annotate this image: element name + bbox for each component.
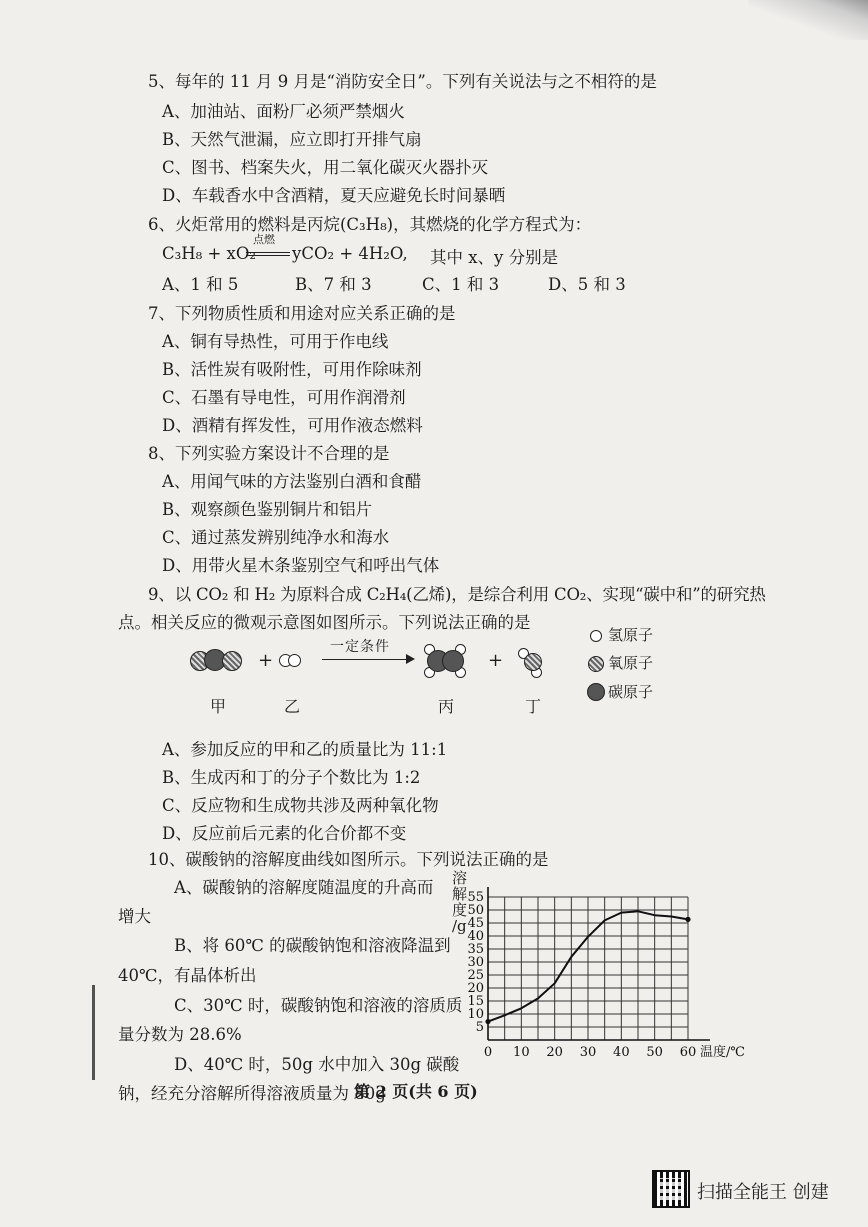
ylabel-char: 度 <box>452 901 468 919</box>
ylabel-char: 解 <box>452 885 468 903</box>
question-8-option-a: A、用闻气味的方法鉴别白酒和食醋 <box>162 472 422 491</box>
question-5-option-c: C、图书、档案失火，用二氧化碳灭火器扑灭 <box>162 158 489 177</box>
scanner-watermark: 扫描全能王 创建 <box>697 1182 829 1203</box>
y-tick-label: 50 <box>467 903 484 918</box>
question-7-option-b: B、活性炭有吸附性，可用作除味剂 <box>162 360 422 379</box>
equation-equals-sign <box>246 252 290 256</box>
question-6-equation-note: 其中 x、y 分别是 <box>430 248 559 267</box>
label-ding: 丁 <box>525 697 542 716</box>
question-5-option-a: A、加油站、面粉厂必须严禁烟火 <box>162 102 405 121</box>
plus-sign: + <box>258 650 274 671</box>
legend-hydrogen: 氢原子 <box>608 626 654 644</box>
question-8-option-d: D、用带火星木条鉴别空气和呼出气体 <box>162 556 440 575</box>
question-9-option-b: B、生成丙和丁的分子个数比为 1:2 <box>162 768 421 787</box>
question-5-option-b: B、天然气泄漏，应立即打开排气扇 <box>162 130 422 149</box>
oxygen-atom <box>524 653 542 671</box>
question-6-equation-right: yCO₂ + 4H₂O, <box>292 244 408 263</box>
question-10-option-b-line1: B、将 60℃ 的碳酸钠饱和溶液降温到 <box>174 936 451 955</box>
question-5-option-d: D、车载香水中含酒精，夏天应避免长时间暴晒 <box>162 186 506 205</box>
legend-oxygen-icon <box>588 656 604 672</box>
question-8-option-b: B、观察颜色鉴别铜片和铝片 <box>162 500 373 519</box>
question-5-stem: 5、每年的 11 月 9 月是“消防安全日”。下列有关说法与之不相符的是 <box>148 72 657 91</box>
question-10-stem: 10、碳酸钠的溶解度曲线如图所示。下列说法正确的是 <box>148 850 549 869</box>
arrow-condition: 一定条件 <box>330 639 390 655</box>
hydrogen-atom <box>288 654 301 667</box>
label-yi: 乙 <box>284 697 301 716</box>
reaction-condition: 点燃 <box>253 233 275 246</box>
question-10-option-a-line2: 增大 <box>118 907 151 926</box>
x-tick-label: 0 <box>483 1045 493 1060</box>
question-10-option-a-line1: A、碳酸钠的溶解度随温度的升高而 <box>174 878 434 897</box>
arrow-head-icon <box>406 654 415 664</box>
question-8-option-c: C、通过蒸发辨别纯净水和海水 <box>162 528 390 547</box>
legend-hydrogen-icon <box>590 630 602 642</box>
page-number: 第 2 页(共 6 页) <box>354 1082 478 1101</box>
question-9-stem-line2: 点。相关反应的微观示意图如图所示。下列说法正确的是 <box>118 613 531 632</box>
question-7-option-c: C、石墨有导电性，可用作润滑剂 <box>162 388 406 407</box>
label-jia: 甲 <box>210 697 227 716</box>
y-tick-label: 25 <box>467 968 484 983</box>
y-tick-label: 5 <box>475 1020 484 1035</box>
question-10-option-b-line2: 40℃，有晶体析出 <box>118 966 257 985</box>
x-tick-label: 20 <box>546 1045 563 1060</box>
y-tick-label: 20 <box>467 981 484 996</box>
ylabel-char: 溶 <box>452 869 468 887</box>
y-tick-label: 45 <box>467 916 484 931</box>
scan-corner-shadow <box>748 0 868 40</box>
question-9-option-c: C、反应物和生成物共涉及两种氧化物 <box>162 796 439 815</box>
question-6-option-a: A、1 和 5 <box>162 275 239 294</box>
x-tick-label: 50 <box>646 1045 663 1060</box>
question-8-stem: 8、下列实验方案设计不合理的是 <box>148 444 390 463</box>
carbon-atom <box>442 650 464 672</box>
question-6-stem: 6、火炬常用的燃料是丙烷(C₃H₈)，其燃烧的化学方程式为： <box>148 215 592 234</box>
legend-oxygen: 氧原子 <box>608 654 654 672</box>
label-bing: 丙 <box>438 697 455 716</box>
question-6-option-d: D、5 和 3 <box>548 275 626 294</box>
y-tick-label: 35 <box>467 942 484 957</box>
margin-binding-line <box>92 985 95 1080</box>
data-point <box>485 1019 490 1024</box>
x-tick-label: 10 <box>513 1045 530 1060</box>
question-7-option-d: D、酒精有挥发性，可用作液态燃料 <box>162 416 423 435</box>
question-7-stem: 7、下列物质性质和用途对应关系正确的是 <box>148 304 456 323</box>
x-tick-label: 30 <box>579 1045 597 1060</box>
question-9-stem-line1: 9、以 CO₂ 和 H₂ 为原料合成 C₂H₄(乙烯)，是综合利用 CO₂、实现“碳中和”的研究热 <box>148 585 766 604</box>
plus-sign: + <box>488 650 504 671</box>
question-6-equation-left: C₃H₈ + xO₂ <box>162 244 257 263</box>
data-point <box>685 917 690 922</box>
ylabel-char: /g <box>452 917 467 935</box>
legend-carbon: 碳原子 <box>608 683 654 701</box>
question-10-option-c-line2: 量分数为 28.6% <box>118 1025 242 1044</box>
x-tick-label: 60 <box>679 1045 697 1060</box>
y-tick-label: 10 <box>467 1007 484 1022</box>
legend-carbon-icon <box>587 683 605 701</box>
arrow-line <box>322 659 410 660</box>
y-tick-label: 30 <box>467 955 484 970</box>
question-10-option-d-line2: 钠，经充分溶解所得溶液质量为 80g <box>118 1084 386 1103</box>
question-10-option-d-line1: D、40℃ 时，50g 水中加入 30g 碳酸 <box>174 1055 460 1074</box>
x-tick-label: 40 <box>613 1045 630 1060</box>
question-9-option-d: D、反应前后元素的化合价都不变 <box>162 824 407 843</box>
question-7-option-a: A、铜有导热性，可用于作电线 <box>162 332 389 351</box>
question-6-option-c: C、1 和 3 <box>422 275 500 294</box>
y-tick-label: 40 <box>467 929 484 944</box>
oxygen-atom <box>222 651 242 671</box>
qr-code-icon <box>652 1170 690 1208</box>
question-10-option-c-line1: C、30℃ 时，碳酸钠饱和溶液的溶质质 <box>174 996 463 1015</box>
solubility-chart <box>460 880 745 1080</box>
x-axis-label: 温度/℃ <box>700 1045 745 1060</box>
y-tick-label: 55 <box>467 890 484 905</box>
question-9-option-a: A、参加反应的甲和乙的质量比为 11:1 <box>162 740 448 759</box>
question-6-option-b: B、7 和 3 <box>295 275 372 294</box>
y-tick-label: 15 <box>467 994 484 1009</box>
